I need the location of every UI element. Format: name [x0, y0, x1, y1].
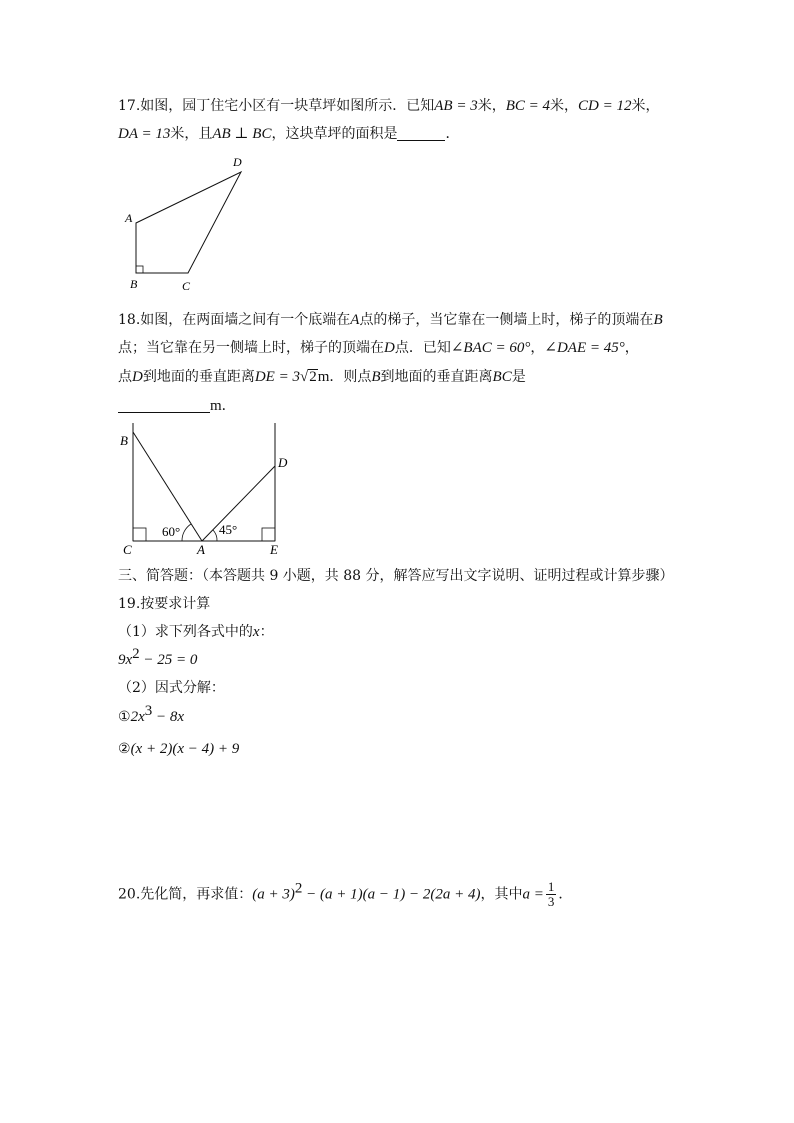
q18-point-b: B [653, 312, 663, 328]
q18-right-angle-c [133, 528, 146, 541]
q19-e2: (x + 2)(x − 4) + 9 [130, 741, 240, 757]
q18-angle-bac: ∠BAC = 60° [450, 340, 531, 356]
q19-title: 19.按要求计算 [118, 596, 211, 612]
q17-sep-3: ， [645, 98, 660, 114]
q17-quadrilateral [136, 172, 241, 273]
q19-p1: （1）求下列各式中的 [118, 624, 253, 640]
q19-expr-2 [118, 739, 239, 759]
q18-l3c: ．则点 [329, 369, 372, 385]
q19-circle-1: ① [118, 709, 131, 725]
section-3-heading: 三、简答题：（本答题共 9 小题，共 88 分，解答应写出文字说明、证明过程或计算步骤） [118, 568, 674, 584]
q18-arc-45 [213, 530, 217, 541]
q19-part-2: （2）因式分解： [118, 680, 225, 696]
q20-mid: ，其中 [480, 886, 523, 903]
q20-expr-a: (a + 3) [252, 886, 295, 903]
q18-point-d: D [384, 340, 395, 356]
q19-eq1-term: 9x [118, 652, 133, 668]
q18-l2b: 点．已知 [394, 340, 451, 356]
q18-point-a: A [350, 312, 360, 328]
q17-answer-blank[interactable] [397, 128, 445, 141]
q19-e1-rest: − 8x [152, 709, 185, 725]
q18-ladder-ad [202, 466, 275, 541]
q17-line-1 [118, 96, 659, 116]
q17-unit-4: 米 [170, 126, 185, 142]
q18-line-2 [118, 338, 639, 358]
q19-circle-2: ② [118, 741, 131, 757]
q17-end: ． [445, 126, 460, 142]
q19-equation-1: $9x^2 - 25 = 0$ [118, 646, 198, 668]
q18-sqrt-arg: 2 [309, 369, 317, 385]
q18-l1a: 18.如图，在两面墙之间有一个底端在 [118, 312, 351, 328]
q17-label-a: A [125, 211, 133, 225]
q20-expr-b: − (a + 1)(a − 1) − 2(2a + 4) [302, 886, 481, 903]
q17-perp: AB ⊥ BC [212, 126, 272, 142]
q19-expr-1: $①2x^3 - 8x$ [118, 703, 185, 725]
q18-point-d-2: D [132, 369, 143, 385]
q17-figure [118, 150, 258, 295]
q17-and: ，且 [184, 126, 213, 142]
q18-arc-60 [182, 524, 191, 541]
q19-part-1 [118, 622, 274, 642]
q18-sqrt: √2 [299, 369, 317, 385]
q18-l1b: 点的梯子，当它靠在一侧墙上时，梯子的顶端在 [359, 312, 654, 328]
q17-right-angle-mark [136, 266, 143, 273]
q18-line-1 [118, 310, 663, 330]
q18-l3d: 到地面的垂直距离 [380, 369, 493, 385]
q19-eq1-rest: − 25 = 0 [139, 652, 198, 668]
q17-line-2 [118, 124, 459, 144]
q18-de: DE = 3 [254, 369, 300, 385]
q19-x: x [252, 624, 260, 640]
q18-l2a: 点；当它靠在另一侧墙上时，梯子的顶端在 [118, 340, 384, 356]
q18-l3e: 是 [511, 369, 526, 385]
q17-sep-2: ， [564, 98, 579, 114]
q18-angle-dae: ∠DAE = 45° [544, 340, 625, 356]
q17-unit-2: 米 [550, 98, 565, 114]
q18-label-a: A [197, 542, 205, 557]
q18-unit: m [317, 369, 330, 385]
q17-label-c: C [182, 279, 191, 293]
q18-label-d: D [278, 455, 288, 470]
q18-l3a: 点 [118, 369, 132, 385]
q18-point-b-2: B [371, 369, 381, 385]
q18-comma: ， [530, 340, 545, 356]
q20-end: ． [558, 886, 573, 903]
q17-unit-1: 米 [477, 98, 492, 114]
q18-l3b: 到地面的垂直距离 [142, 369, 255, 385]
q17-unit-3: 米 [631, 98, 646, 114]
q20-line: 20.先化简，再求值：$(a + 3)^2 - (a + 1)(a - 1) - 2(2a + 4)$，其中a = $\frac{1}{3}$ ． [118, 879, 573, 909]
q17-tail: ，这块草坪的面积是 [271, 126, 398, 142]
q18-label-45: 45° [219, 522, 238, 537]
q20-num: 1 [547, 879, 555, 894]
q18-answer-blank[interactable] [118, 400, 210, 413]
q20-fraction [546, 880, 557, 909]
q20-prefix: 20.先化简，再求值： [118, 886, 253, 903]
q20-a-eq: a = [522, 886, 544, 903]
q18-label-60: 60° [162, 524, 181, 539]
q17-ab: AB = 3 [434, 98, 478, 114]
q18-label-c: C [123, 542, 132, 557]
q18-figure [118, 420, 298, 560]
q18-right-angle-e [262, 528, 275, 541]
q18-unit-2: m [210, 398, 222, 414]
q17-cd: CD = 12 [578, 98, 632, 114]
q18-line-3 [118, 367, 526, 387]
q20-den: 3 [547, 894, 555, 909]
q18-label-e: E [270, 542, 278, 557]
q18-comma-2: ， [624, 340, 639, 356]
q18-line-4 [118, 396, 236, 416]
q18-end: ． [221, 398, 236, 414]
q17-sep-1: ， [491, 98, 506, 114]
q17-bc: BC = 4 [505, 98, 551, 114]
q18-bc: BC [492, 369, 512, 385]
q18-label-b: B [120, 433, 128, 448]
q17-prefix: 17.如图，园丁住宅小区有一块草坪如图所示．已知 [118, 98, 435, 114]
q17-da: DA = 13 [118, 126, 171, 142]
q17-label-d: D [233, 155, 242, 169]
q19-colon: ： [259, 624, 274, 640]
q19-e1-term: 2x [130, 709, 145, 725]
q17-label-b: B [130, 277, 138, 291]
